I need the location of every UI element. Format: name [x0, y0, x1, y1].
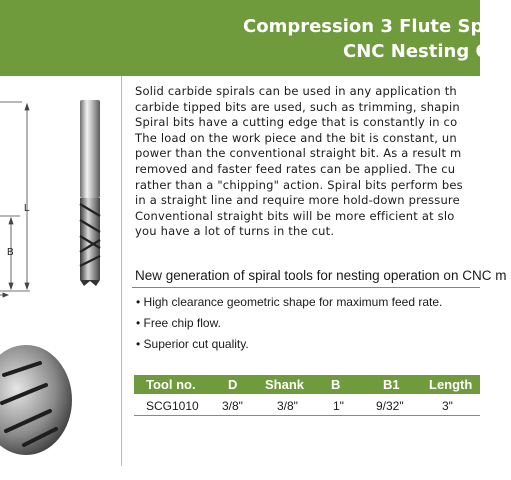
dimension-drawing: [0, 76, 60, 306]
spiral-bit-image: [70, 98, 110, 288]
description-line: in a straight line and require more hold-down pressure: [135, 193, 460, 208]
title-banner: [0, 0, 511, 76]
dimension-label-b: B: [7, 247, 14, 258]
title-line-1: Compression 3 Flute Spira: [243, 16, 511, 37]
header-shank: Shank: [265, 377, 305, 392]
header-tool-no: Tool no.: [146, 377, 196, 392]
cell-shank: 3/8": [277, 399, 298, 413]
bullet-item: • Free chip flow.: [136, 316, 221, 330]
bullet-text: Free chip flow.: [143, 316, 221, 330]
header-d: D: [228, 377, 238, 392]
header-b1: B1: [383, 377, 400, 392]
cell-b1: 9/32": [376, 399, 404, 413]
description-line: removed and faster feed rates can be applied. The cu: [135, 161, 456, 176]
cell-b: 1": [333, 399, 344, 413]
description-line: power than the conventional straight bit. As a result m: [135, 146, 462, 161]
bullet-text: Superior cut quality.: [143, 337, 249, 351]
cell-tool-no: SCG1010: [146, 399, 199, 413]
description-line: rather than a "chipping" action. Spiral bits perform bes: [135, 177, 463, 192]
features-heading: New generation of spiral tools for nesting operation on CNC m: [135, 268, 507, 283]
dimension-label-l: L: [24, 203, 30, 214]
bullet-item: • Superior cut quality.: [136, 337, 249, 351]
description-line: Conventional straight bits will be more efficient at slo: [135, 208, 455, 223]
spec-table-header: [134, 375, 480, 394]
bullet-text: High clearance geometric shape for maximum feed rate.: [143, 295, 443, 309]
table-row-divider: [134, 415, 480, 416]
cell-length: 3": [442, 399, 453, 413]
bullet-item: • High clearance geometric shape for maximum feed rate.: [136, 295, 443, 309]
heading-underline: [132, 287, 480, 288]
description-paragraph: [135, 84, 480, 240]
description-line: carbide tipped bits are used, such as trimming, shapin: [135, 99, 460, 114]
bit-closeup-image: [0, 345, 75, 455]
description-line: The load on the work piece and the bit is constant, un: [135, 130, 457, 145]
description-line: you have a lot of turns in the cut.: [135, 224, 335, 239]
description-line: Solid carbide spirals can be used in any application th: [135, 84, 457, 98]
cell-d: 3/8": [222, 399, 243, 413]
title-line-2: CNC Nesting O: [343, 41, 491, 62]
header-b: B: [331, 377, 341, 392]
header-length: Length: [429, 377, 473, 392]
column-divider: [121, 76, 122, 466]
description-line: Spiral bits have a cutting edge that is constantly in co: [135, 115, 458, 130]
